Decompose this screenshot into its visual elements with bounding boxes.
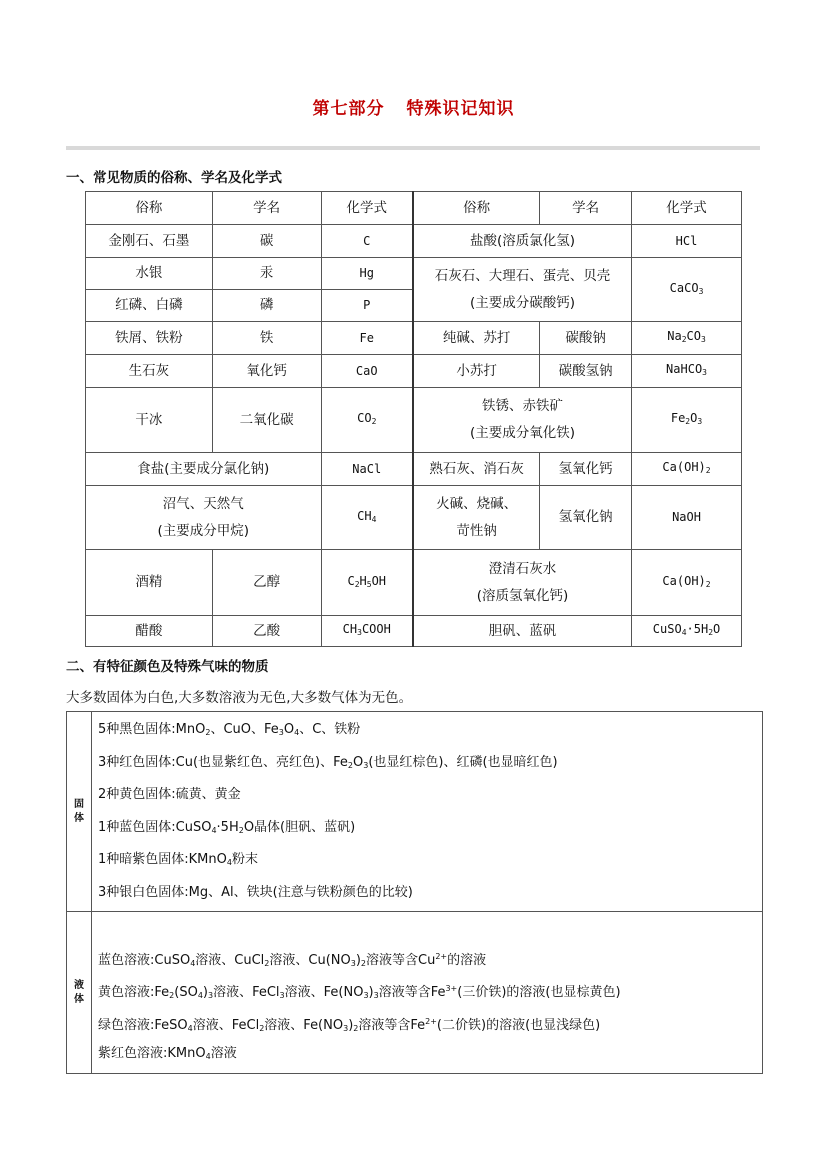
title-topic: 特殊识记知识 [406, 99, 515, 119]
cell-common-line: 苛性钠 [456, 522, 497, 539]
cell-common: 红磷、白磷 [86, 290, 213, 322]
cell-common [86, 486, 322, 550]
cell-common-line: (主要成分碳酸钙) [469, 294, 576, 311]
cell-formula: CaO [321, 355, 413, 388]
table-row [86, 322, 742, 355]
liquid-row [67, 912, 763, 1074]
table-header-row [86, 192, 742, 225]
list-item: 2种黄色固体:硫黄、黄金 [98, 787, 241, 802]
cell-name: 磷 [212, 290, 321, 322]
table-row [86, 225, 742, 258]
cell-formula: $CH_4$ [321, 486, 413, 550]
cell-common: 食盐(主要成分氯化钠) [86, 453, 322, 486]
liquid-label-char: 液 [74, 979, 84, 991]
cell-formula: NaOH [632, 486, 742, 550]
list-item: 1种蓝色固体$:CuSO_4\cdot 5H_2O$晶体(胆矾、蓝矾) [98, 819, 356, 835]
title-part: 第七部分 [312, 99, 385, 119]
list-item: 3种银白色固体:Mg、Al、铁块(注意与铁粉颜色的比较) [98, 884, 413, 900]
header-common-name: 俗称 [86, 192, 213, 225]
cell-name: 氢氧化钙 [540, 453, 632, 486]
cell-common: 胆矾、蓝矾 [413, 616, 632, 647]
header-formula: 化学式 [321, 192, 413, 225]
page-title [0, 94, 827, 119]
cell-common: 醋酸 [86, 616, 213, 647]
cell-common-line: (主要成分甲烷) [157, 522, 250, 539]
table-row [86, 258, 742, 290]
cell-common-line: (溶质氢氧化钙) [476, 587, 569, 604]
header-formula-2: 化学式 [632, 192, 742, 225]
liquid-items [92, 912, 763, 1074]
header-common-name-2: 俗称 [413, 192, 540, 225]
cell-formula: $CH_3COOH$ [321, 616, 413, 647]
cell-common-line: 澄清石灰水 [488, 560, 557, 577]
cell-common: 熟石灰、消石灰 [413, 453, 540, 486]
header-scientific-name-2: 学名 [540, 192, 632, 225]
cell-name: 汞 [212, 258, 321, 290]
cell-common: 盐酸(溶质氯化氢) [413, 225, 632, 258]
liquid-label-char: 体 [74, 993, 84, 1005]
cell-name: 碳 [212, 225, 321, 258]
solid-label [67, 712, 92, 912]
section2-heading: 二、有特征颜色及特殊气味的物质 [66, 659, 269, 675]
cell-common [413, 258, 632, 322]
cell-common: 酒精 [86, 550, 213, 616]
list-item: 蓝色溶液:CuSO$_4$溶液、CuCl$_2$溶液、$Cu(NO_3)_2$溶液等含$Cu^{2+}$的溶液 [98, 951, 487, 968]
section2-intro: 大多数固体为白色,大多数溶液为无色,大多数气体为无色。 [66, 690, 413, 706]
cell-common [413, 550, 632, 616]
color-table [66, 711, 763, 1074]
cell-name: 铁 [212, 322, 321, 355]
cell-formula: Hg [321, 258, 413, 290]
table-row [86, 388, 742, 453]
cell-common: 干冰 [86, 388, 213, 453]
cell-name: 碳酸氢钠 [540, 355, 632, 388]
cell-common-line: 火碱、烧碱、 [436, 495, 518, 512]
cell-formula: Fe [321, 322, 413, 355]
cell-common-line: 沼气、天然气 [162, 495, 244, 512]
cell-common-line: 铁锈、赤铁矿 [482, 398, 563, 414]
cell-formula: $C_2H_5OH$ [321, 550, 413, 616]
cell-formula: $Ca(OH)_2$ [632, 453, 742, 486]
cell-common-line: (主要成分氧化铁) [469, 425, 576, 441]
cell-name: 氧化钙 [212, 355, 321, 388]
table-row [86, 616, 742, 647]
cell-name: 氢氧化钠 [540, 486, 632, 550]
list-item: 5种黑色固体:MnO$_2$、CuO、$Fe_3O_4$、C、铁粉 [98, 722, 361, 737]
cell-common: 生石灰 [86, 355, 213, 388]
cell-common [413, 388, 632, 453]
cell-common: 铁屑、铁粉 [86, 322, 213, 355]
cell-name: 乙醇 [212, 550, 321, 616]
section1-heading: 一、常见物质的俗称、学名及化学式 [66, 170, 282, 186]
cell-formula: $Fe_2O_3$ [632, 388, 742, 453]
list-item: 绿色溶液:FeSO$_4$溶液、FeCl$_2$溶液、$Fe(NO_3)_2$溶液等含$Fe^{2+}$(二价铁)的溶液(也显浅绿色) [98, 1016, 601, 1033]
cell-formula: NaCl [321, 453, 413, 486]
cell-common [413, 486, 540, 550]
cell-formula: HCl [632, 225, 742, 258]
cell-formula: C [321, 225, 413, 258]
cell-formula: $CO_2$ [321, 388, 413, 453]
table-row [86, 486, 742, 550]
title-divider [66, 146, 760, 150]
list-item: 1种暗紫色固体:KMnO$_4$粉末 [98, 852, 258, 867]
cell-name: 碳酸钠 [540, 322, 632, 355]
cell-name: 二氧化碳 [212, 388, 321, 453]
cell-formula: $Ca(OH)_2$ [632, 550, 742, 616]
table-row [86, 355, 742, 388]
cell-common-line: 石灰石、大理石、蛋壳、贝壳 [434, 267, 611, 284]
table-row [86, 453, 742, 486]
cell-formula: $CuSO_4\cdot 5H_2O$ [632, 616, 742, 647]
cell-formula: CaCO$_3$ [632, 258, 742, 322]
cell-formula: NaHCO$_3$ [632, 355, 742, 388]
solid-label-char: 体 [74, 812, 84, 824]
list-item: 黄色溶液$:Fe_2(SO_4)_3$溶液、FeCl$_3$溶液、$Fe(NO_3)_3$溶液等含$Fe^{3+}$(三价铁)的溶液(也显棕黄色) [98, 984, 621, 1000]
cell-common: 纯碱、苏打 [413, 322, 540, 355]
cell-common: 小苏打 [413, 355, 540, 388]
cell-name: 乙酸 [212, 616, 321, 647]
solid-items [92, 712, 763, 912]
solid-row [67, 712, 763, 912]
header-scientific-name: 学名 [212, 192, 321, 225]
list-item: 紫红色溶液:KMnO$_4$溶液 [98, 1046, 237, 1061]
liquid-label [67, 912, 92, 1074]
common-names-table [85, 191, 742, 647]
list-item: 3种红色固体:Cu(也显紫红色、亮红色)、$Fe_2O_3$(也显红棕色)、红磷(也显暗红色) [98, 754, 558, 770]
cell-formula: $Na_2CO_3$ [632, 322, 742, 355]
cell-common: 水银 [86, 258, 213, 290]
solid-label-char: 固 [74, 798, 84, 810]
table-row [86, 550, 742, 616]
cell-formula: P [321, 290, 413, 322]
cell-common: 金刚石、石墨 [86, 225, 213, 258]
